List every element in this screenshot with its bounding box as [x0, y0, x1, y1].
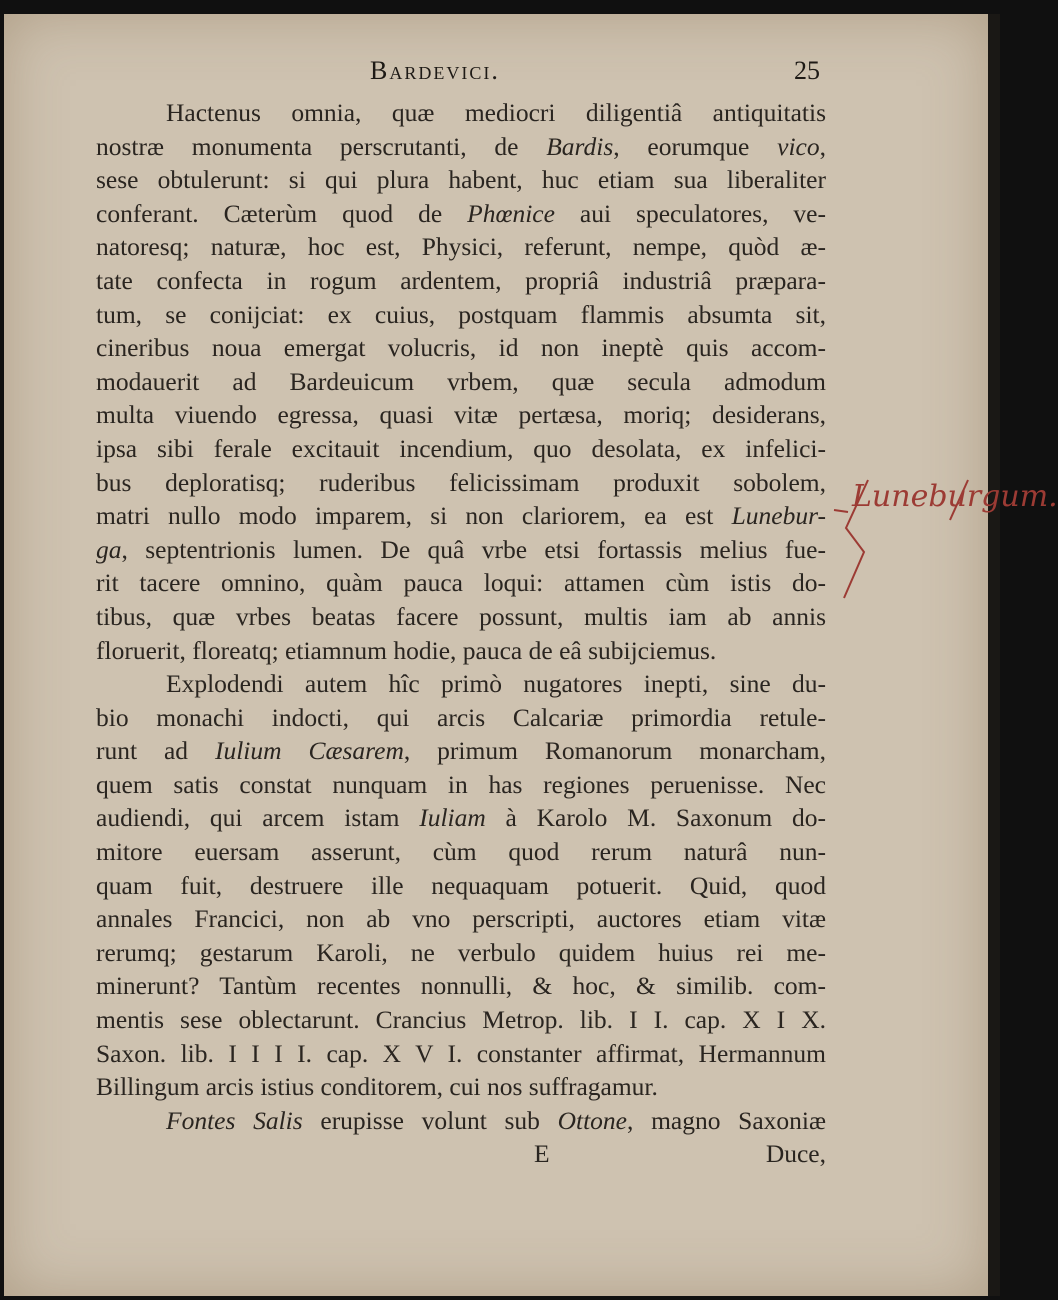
text-line: rerumq; gestarum Karoli, ne verbulo quidem huius rei me- [96, 937, 826, 967]
text-line: quam fuit, destruere ille nequaquam potuerit. Quid, quod [96, 870, 826, 900]
text-line: ipsa sibi ferale excitauit incendium, quo desolata, ex infelici- [96, 433, 826, 463]
text-line: conferant. Cæterùm quod de Phœnice aui speculatores, ve- [96, 198, 826, 228]
text-line: Hactenus omnia, quæ mediocri diligentiâ antiquitatis [166, 98, 826, 127]
running-head: Bardevici. [370, 56, 500, 85]
text-line: cineribus noua emergat volucris, id non ineptè quis accom- [96, 333, 826, 363]
text-line: Fontes Salis erupisse volunt sub Ottone, magno Saxoniæ [166, 1105, 826, 1135]
text-line: Explodendi autem hîc primò nugatores inepti, sine du- [166, 669, 826, 699]
text-line: tum, se conijciat: ex cuius, postquam flammis absumta sit, [96, 299, 826, 329]
text-line: mentis sese oblectarunt. Crancius Metrop. lib. I I. cap. X I X. [96, 1005, 826, 1035]
text-line: matri nullo modo imparem, si non clariorem, ea est Lunebur- [96, 501, 826, 531]
text-line: tate confecta in rogum ardentem, propriâ industriâ præpara- [96, 265, 826, 295]
text-line: multa viuendo egressa, quasi vitæ pertæsa, moriq; desiderans, [96, 400, 826, 430]
text-line: audiendi, qui arcem istam Iuliam à Karolo M. Saxonum do- [96, 803, 826, 833]
page-header [0, 56, 984, 96]
text-line: Saxon. lib. I I I I. cap. X V I. constanter affirmat, Hermannum [96, 1038, 826, 1068]
text-line: bus deploratisq; ruderibus felicissimam produxit sobolem, [96, 467, 826, 497]
text-line: quem satis constat nunquam in has regiones peruenisse. Nec [96, 769, 826, 799]
body-text [96, 96, 826, 1171]
text-line: sese obtulerunt: si qui plura habent, huc etiam sua liberaliter [96, 165, 826, 195]
text-line: tibus, quæ vrbes beatas facere possunt, multis iam ab annis [96, 601, 826, 631]
catchline [96, 1137, 826, 1171]
handwritten-marginal-note [838, 479, 1058, 600]
text-line: nostræ monumenta perscrutanti, de Bardis, eorumque vico, [96, 131, 826, 161]
signature-mark: E [534, 1139, 550, 1169]
text-line: rit tacere omnino, quàm pauca loqui: attamen cùm istis do- [96, 568, 826, 598]
text-line: natoresq; naturæ, hoc est, Physici, referunt, nempe, quòd æ- [96, 232, 826, 262]
text-line: ga, septentrionis lumen. De quâ vrbe etsi fortassis melius fue- [96, 534, 826, 564]
text-line: floruerit, floreatq; etiamnum hodie, pauca de eâ subijciemus. [96, 635, 717, 665]
page-number: 25 [794, 56, 820, 85]
text-line: Billingum arcis istius conditorem, cui nos suffragamur. [96, 1072, 658, 1102]
marginal-note-line: Luneburgum. [852, 479, 1058, 514]
text-line: runt ad Iulium Cæsarem, primum Romanorum monarcham, [96, 736, 826, 766]
page-edge [988, 14, 1000, 1296]
text-line: modauerit ad Bardeuicum vrbem, quæ secula admodum [96, 366, 826, 396]
text-line: mitore euersam asserunt, cùm quod rerum naturâ nun- [96, 837, 826, 867]
text-line: bio monachi indocti, qui arcis Calcariæ primordia retule- [96, 702, 826, 732]
text-line: minerunt? Tantùm recentes nonnulli, & hoc, & similib. com- [96, 971, 826, 1001]
text-line: annales Francici, non ab vno perscripti, auctores etiam vitæ [96, 904, 826, 934]
catchword: Duce, [765, 1139, 826, 1169]
